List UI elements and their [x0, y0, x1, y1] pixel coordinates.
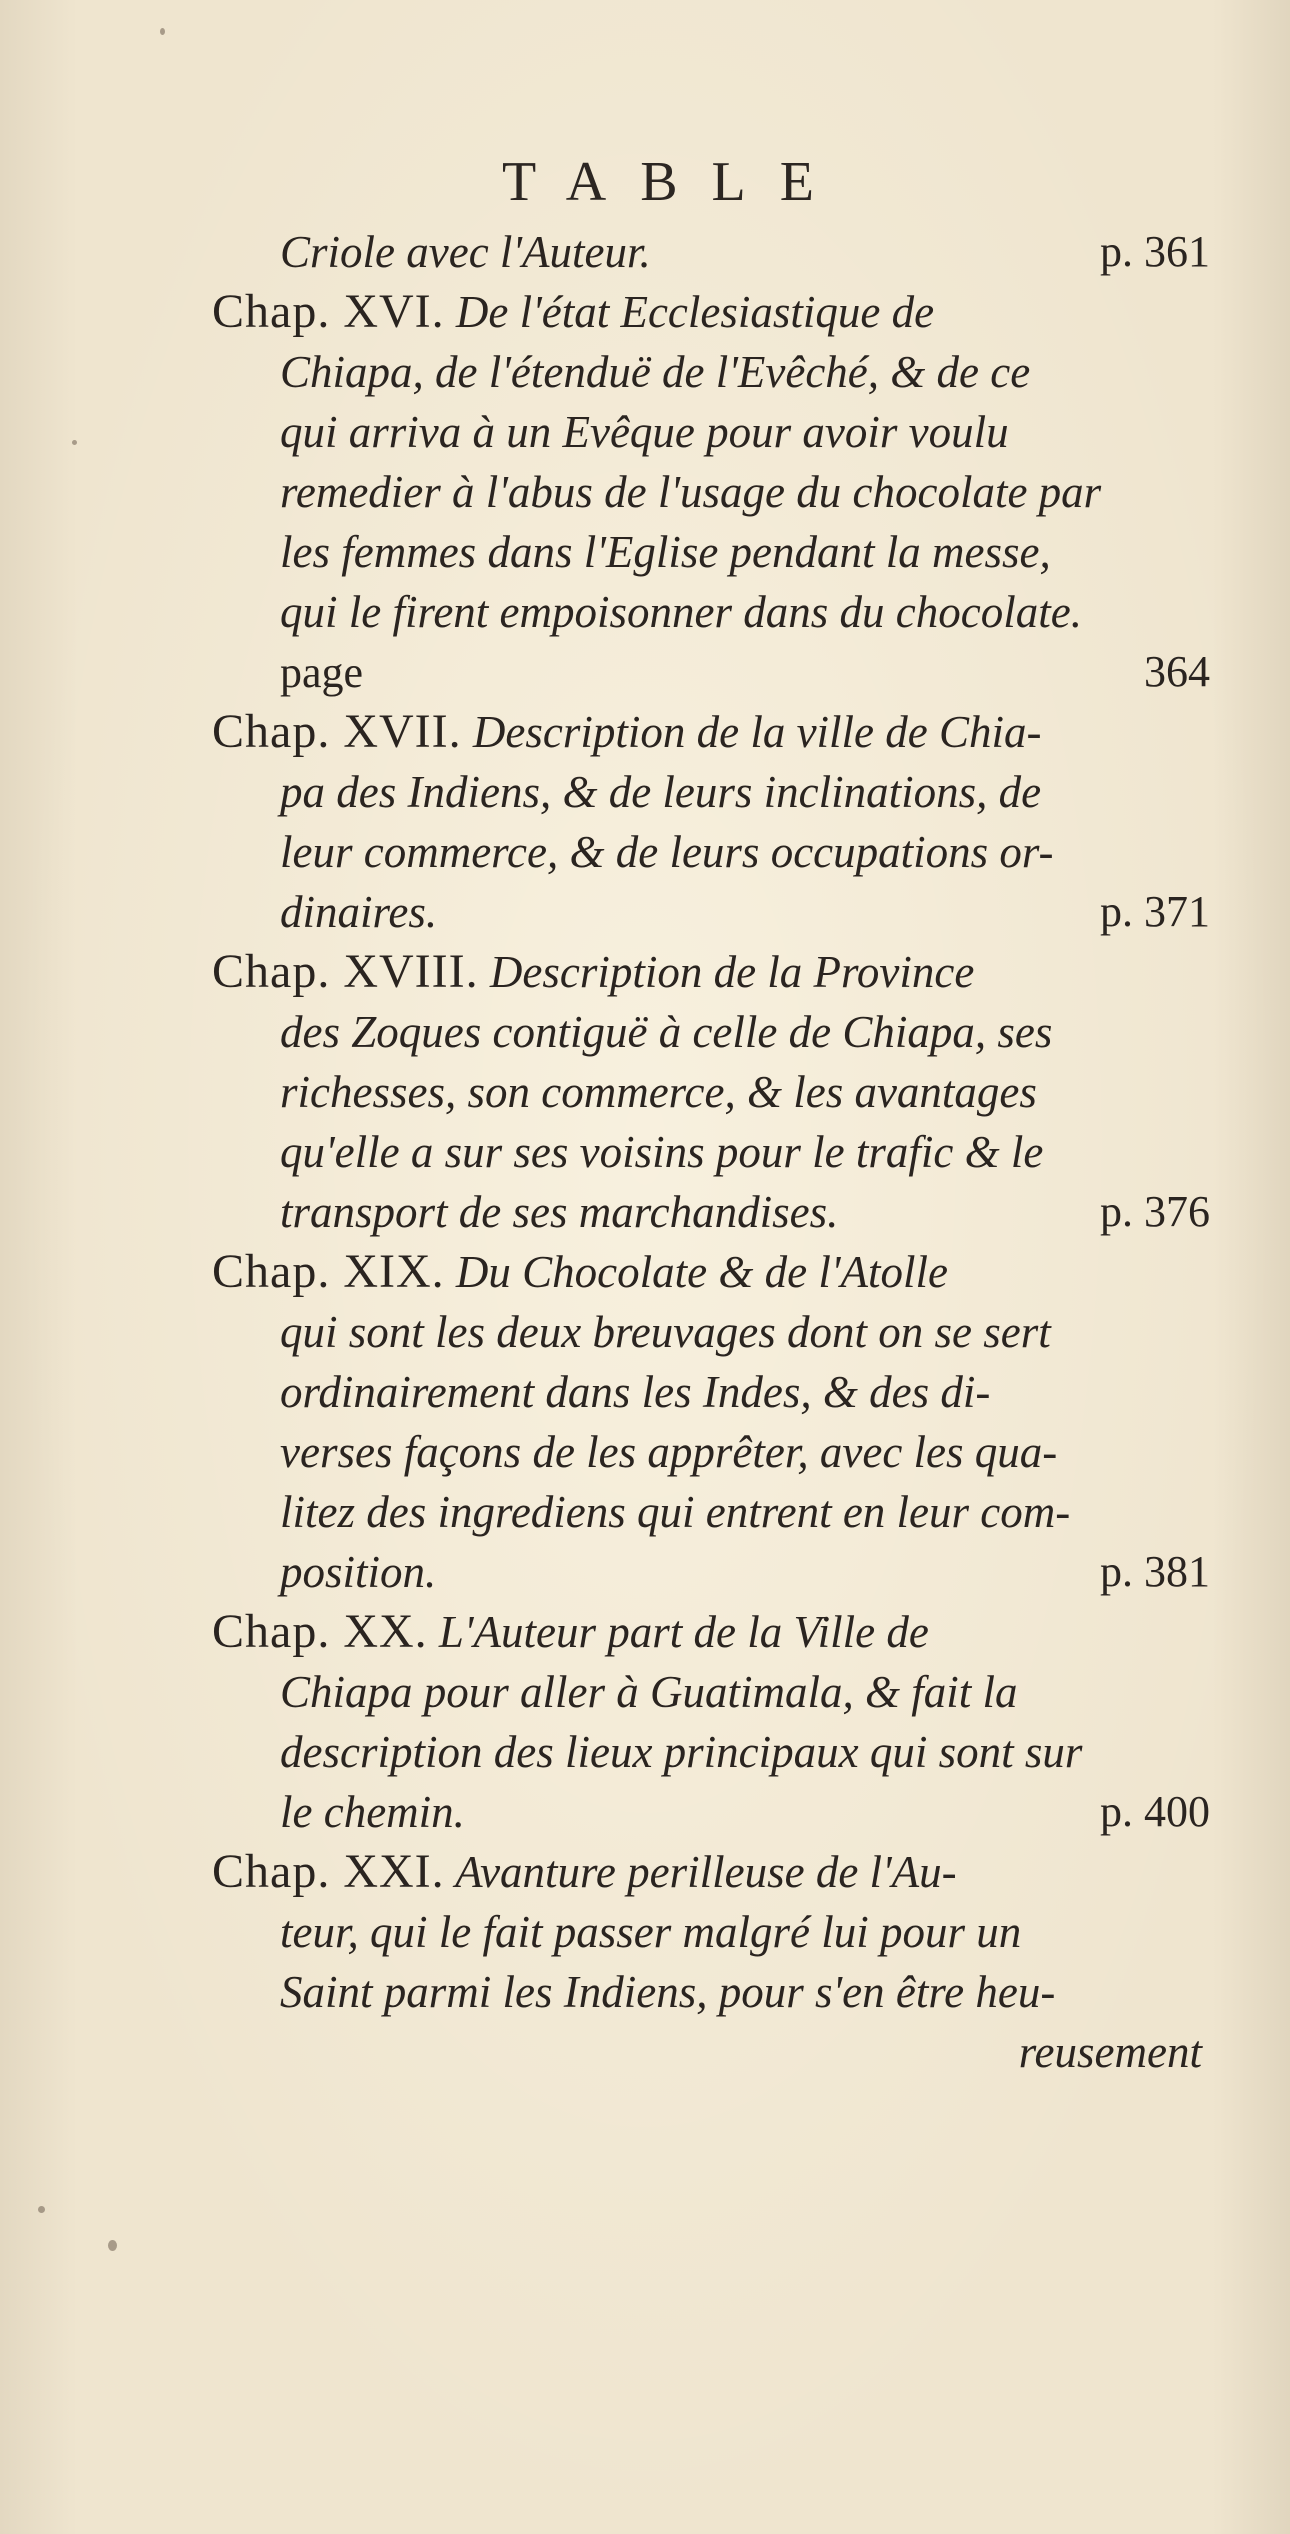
- entry-text-line: qui sont les deux breuvages dont on se sert: [280, 1307, 1051, 1357]
- entry-text-line: pa des Indiens, & de leurs inclinations, de: [280, 767, 1042, 817]
- page-reference: p. 381: [1100, 1547, 1210, 1596]
- running-head: TABLE: [502, 151, 848, 213]
- page-word: page: [280, 648, 364, 697]
- chapter-number: Chap. XX.: [212, 1605, 428, 1658]
- chapter-number: Chap. XVIII.: [212, 945, 479, 998]
- entry-text-line: les femmes dans l'Eglise pendant la messe,: [280, 527, 1051, 577]
- toc-entry-chap-xix: [212, 1242, 1222, 1602]
- page-reference: p. 376: [1100, 1187, 1210, 1236]
- entry-text-line: verses façons de les apprêter, avec les qua-: [280, 1427, 1058, 1477]
- entry-text-line: qu'elle a sur ses voisins pour le trafic & le: [280, 1127, 1044, 1177]
- toc-entry-chap-xviii: [212, 942, 1222, 1242]
- entry-text-line: le chemin.: [280, 1787, 465, 1837]
- chapter-number: Chap. XXI.: [212, 1845, 445, 1898]
- chapter-number: Chap. XVII.: [212, 705, 462, 758]
- entry-text-line: Chiapa, de l'étenduë de l'Evêché, & de ce: [280, 347, 1031, 397]
- entry-text-line: De l'état Ecclesiastique de: [455, 287, 935, 337]
- table-of-contents: [212, 222, 1222, 2082]
- entry-text-line: Description de la ville de Chia-: [472, 707, 1042, 757]
- page-reference: 364: [1144, 647, 1210, 696]
- entry-text-line: Criole avec l'Auteur.: [280, 227, 651, 277]
- chapter-number: Chap. XIX.: [212, 1245, 445, 1298]
- entry-text-line: Chiapa pour aller à Guatimala, & fait la: [280, 1667, 1018, 1717]
- entry-text-line: transport de ses marchandises.: [280, 1187, 839, 1237]
- entry-text-line: ordinairement dans les Indes, & des di-: [280, 1367, 991, 1417]
- page-reference: p. 400: [1100, 1787, 1210, 1836]
- entry-text-line: Du Chocolate & de l'Atolle: [455, 1247, 948, 1297]
- entry-text-line: position.: [280, 1547, 437, 1597]
- entry-text-line: dinaires.: [280, 887, 438, 937]
- entry-text-line: Description de la Province: [489, 947, 975, 997]
- page-reference: p. 361: [1100, 227, 1210, 276]
- entry-text-line: Avanture perilleuse de l'Au-: [455, 1847, 957, 1897]
- entry-text-line: remedier à l'abus de l'usage du chocolate par: [280, 467, 1102, 517]
- entry-text-line: qui le firent empoisonner dans du chocolate.: [280, 587, 1082, 637]
- entry-text-line: leur commerce, & de leurs occupations or-: [280, 827, 1054, 877]
- entry-text-line: des Zoques contiguë à celle de Chiapa, ses: [280, 1007, 1053, 1057]
- entry-text-line: litez des ingrediens qui entrent en leur com-: [280, 1487, 1071, 1537]
- toc-entry-chap-xx: [212, 1602, 1222, 1842]
- entry-text-line: Saint parmi les Indiens, pour s'en être heu-: [280, 1967, 1056, 2017]
- paper-spot: [38, 2206, 45, 2213]
- entry-text-line: qui arriva à un Evêque pour avoir voulu: [280, 407, 1009, 457]
- toc-entry-chap-xvi: [212, 282, 1222, 702]
- entry-text-line: richesses, son commerce, & les avantages: [280, 1067, 1037, 1117]
- toc-entry-chap-xvii: [212, 702, 1222, 942]
- paper-spot: [72, 440, 77, 445]
- toc-entry-chap-xxi: [212, 1842, 1222, 2082]
- entry-text-line: description des lieux principaux qui sont sur: [280, 1727, 1083, 1777]
- page-reference: p. 371: [1100, 887, 1210, 936]
- toc-entry-continuation: [212, 222, 1222, 282]
- paper-spot: [160, 28, 165, 35]
- entry-text-line: L'Auteur part de la Ville de: [438, 1607, 929, 1657]
- catchword: reusement: [1018, 2027, 1202, 2077]
- entry-text-line: teur, qui le fait passer malgré lui pour un: [280, 1907, 1022, 1957]
- paper-spot: [108, 2240, 117, 2251]
- chapter-number: Chap. XVI.: [212, 285, 445, 338]
